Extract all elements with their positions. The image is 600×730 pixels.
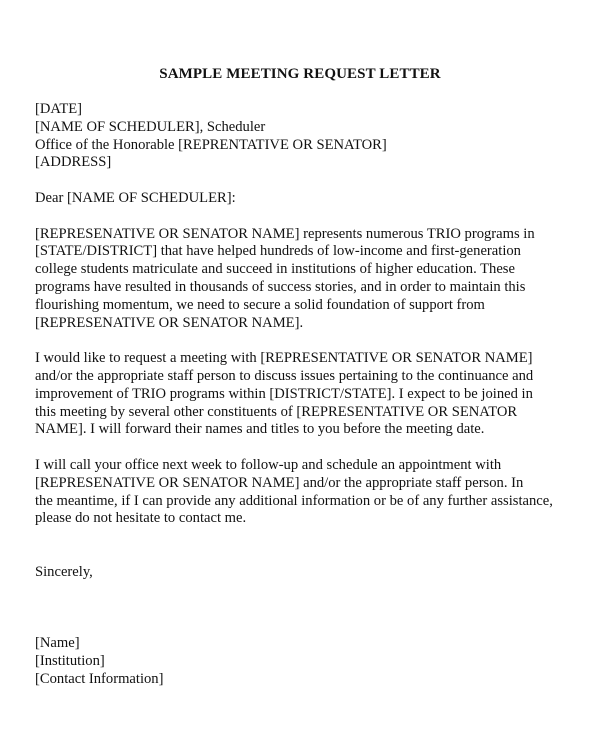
paragraph-line: [REPRESENATIVE OR SENATOR NAME] represents numerous TRIO programs in	[35, 225, 535, 242]
paragraph-1	[35, 226, 580, 333]
paragraph-line: the meantime, if I can provide any additional information or be of any further assistance,	[35, 492, 553, 509]
signature-name: [Name]	[35, 634, 80, 651]
address-line-office: Office of the Honorable [REPRENTATIVE OR SENATOR]	[35, 136, 387, 153]
paragraph-line: improvement of TRIO programs within [DISTRICT/STATE]. I expect to be joined in	[35, 385, 533, 402]
paragraph-line: [STATE/DISTRICT] that have helped hundreds of low-income and first-generation	[35, 243, 521, 260]
signature-contact: [Contact Information]	[35, 670, 164, 687]
address-line-date: [DATE]	[35, 101, 83, 117]
paragraph-line: programs have resulted in thousands of success stories, and in order to maintain this	[35, 278, 526, 295]
paragraph-2	[35, 350, 580, 439]
paragraph-line: I will call your office next week to follow-up and schedule an appointment with	[35, 456, 502, 473]
paragraph-line: [REPRESENATIVE OR SENATOR NAME] and/or the appropriate staff person. In	[35, 474, 524, 491]
paragraph-line: flourishing momentum, we need to secure a solid foundation of support from	[35, 296, 485, 313]
paragraph-line: and/or the appropriate staff person to discuss issues pertaining to the continuance and	[35, 367, 534, 384]
paragraph-line: [REPRESENATIVE OR SENATOR NAME].	[35, 314, 304, 331]
closing: Sincerely,	[35, 563, 93, 580]
letter-body	[35, 101, 580, 688]
paragraph-line: this meeting by several other constituents of [REPRESENTATIVE OR SENATOR	[35, 403, 518, 420]
paragraph-3	[35, 457, 580, 528]
signature-institution: [Institution]	[35, 652, 105, 669]
signature-block	[35, 635, 580, 688]
paragraph-line: I would like to request a meeting with [REPRESENTATIVE OR SENATOR NAME]	[35, 350, 533, 367]
address-line-address: [ADDRESS]	[35, 154, 112, 171]
address-block	[35, 101, 580, 172]
paragraph-line: please do not hesitate to contact me.	[35, 510, 247, 527]
paragraph-line: college students matriculate and succeed in institutions of higher education. These	[35, 261, 515, 278]
paragraph-line: NAME]. I will forward their names and titles to you before the meeting date.	[35, 421, 485, 438]
letter-title: SAMPLE MEETING REQUEST LETTER	[159, 66, 441, 82]
salutation: Dear [NAME OF SCHEDULER]:	[35, 189, 236, 206]
address-line-scheduler: [NAME OF SCHEDULER], Scheduler	[35, 118, 266, 135]
